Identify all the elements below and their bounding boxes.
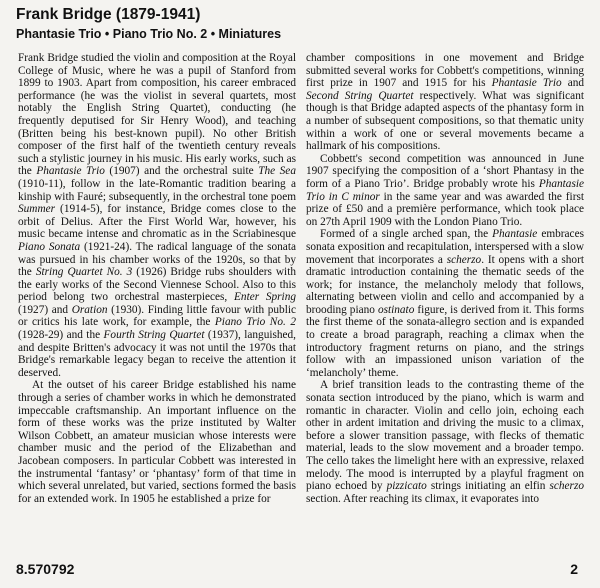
right-text-column [306,52,584,582]
text-run: (1914-5), for instance, Bridge comes close to the orbit of Delius. After the First World War, however, his music became intense and chromatic as in the Scriabinesque [18,203,296,241]
italic-title: pizzicato [386,480,427,493]
composer-heading: Frank Bridge (1879-1941) [16,6,201,23]
left-text-column [18,52,296,548]
italic-title: Second String Quartet [306,89,414,102]
text-run: (1926) Bridge rubs shoulders with the early works of the Second Viennese School. Also to this period belong two orchestral masterpieces, [18,266,296,304]
italic-title: Fourth String Quartet [103,329,205,342]
works-subheading: Phantasie Trio • Piano Trio No. 2 • Miniatures [16,27,282,41]
text-run: Cobbett's second competition was announced in June 1907 specifying the composition of a ‘short Phantasy in the form of a Piano Trio’. Bridge probably wrote his [306,152,584,190]
paragraph [18,379,296,505]
text-run: (1930). Finding little favour with public or critics his late work, for example, the [18,303,296,329]
italic-title: Phantasie Trio [36,165,105,178]
text-run: embraces sonata exposition and recapitulation, interspersed with a slow movement that incorporates a [306,228,584,266]
text-run: (1937), languished, and despite Britten's advocacy it was not until the 1970s that Bridge's remarkable legacy began to receive the attention it deserved. [18,329,296,379]
text-run: At the outset of his career Bridge established his name through a series of chamber works in which he demonstrated impeccable craftsmanship. An important influence on the form of these works was the prize instituted by Walter Wilson Cobbett, an amateur musician whose interests were chamber music and the period of the Elizabethan and Jacobean composers. In particular Cobbett was interested in the instrumental ‘fantasy’ or ‘phantasy’ form of that time in which several unrelated, but varied, sections formed the basis for an extended work. In 1905 he established a prize for [18,379,296,505]
text-run: figure, is derived from it. This forms the first theme of the sonata-allegro section and is expanded to create a broad paragraph, reaching a climax when the introductory fragment returns on piano, and the strings follow with an impassioned unison variation of the ‘melancholy’ theme. [306,303,584,379]
italic-title: Phantasie [492,228,538,241]
italic-title: scherzo [549,480,584,493]
italic-title: Oration [71,303,108,316]
paragraph [18,52,296,379]
paragraph [306,379,584,505]
italic-title: scherzo [446,253,482,266]
italic-title: Enter Spring [234,291,296,304]
text-run: section. After reaching its climax, it evaporates into [306,492,540,505]
paragraph [306,153,584,229]
text-run: (1907) and the orchestral suite [104,165,259,178]
text-run: (1910-11), follow in the late-Romantic tradition bearing a kinship with Fauré; subsequently, in the orchestral tone poem [18,177,296,203]
catalog-number: 8.570792 [16,561,75,577]
text-run: Frank Bridge studied the violin and composition at the Royal College of Music, where he was a pupil of Stanford from 1899 to 1903. Apart from composition, his career embraced performance (he was the violist in several quartets, most notably the English String Quartet), conducting (he frequently deputised for Sir Henry Wood), and teaching (Britten being his best-known pupil). No other British composer of the first half of the twentieth century reveals such a stylistic journey in his music. His early works, such as the [18,52,296,178]
text-run: . It opens with a short dramatic introduction containing the thematic seeds of the work; for instance, the melancholy melody that follows, alternating between violin and cello and accompanied by a brooding piano [306,253,584,316]
italic-title: Piano Sonata [18,240,81,253]
text-run: Formed of a single arched span, the [320,228,493,241]
paragraph [306,228,584,379]
italic-title: ostinato [377,303,415,316]
text-run: in the same year and was awarded the first prize of £50 and a première performance, which took place on 27th April 1909 with the London Piano Trio. [306,190,584,228]
italic-title: The Sea [258,165,296,178]
italic-title: Phantasie Trio in C minor [306,177,584,203]
paragraph [306,52,584,153]
text-run: and [561,77,584,90]
text-run: (1927) and [18,303,72,316]
text-run: (1921-24). The radical language of the sonata was pursued in his chamber works of the 1920s, so that by the [18,240,296,279]
text-run: A brief transition leads to the contrasting theme of the sonata section introduced by the piano, which is warm and romantic in character. Violin and cello join, echoing each other in ardent imitation and driving the music to a climax, before a slower transition passage, with flecks of thematic material, leads to the slow movement and a broader tempo. The cello takes the limelight here with an expressive, relaxed melody. The mood is interrupted by a playful fragment on piano echoed by [306,379,584,493]
page-number: 2 [570,561,578,577]
text-run: strings initiating an elfin [426,480,550,493]
text-run: (1928-29) and the [18,329,104,342]
text-run: chamber compositions in one movement and Bridge submitted several works for Cobbett's competitions, winning first prize in 1907 and 1915 for his [306,52,584,90]
italic-title: Phantasie Trio [491,77,562,90]
italic-title: Piano Trio No. 2 [214,316,296,329]
text-run: respectively. What was significant though is that Bridge adapted aspects of the phantasy form in a number of subsequent compositions, so that thematic unity within a work of one or several movements became a hallmark of his compositions. [306,89,584,153]
italic-title: String Quartet No. 3 [35,266,133,279]
italic-title: Summer [18,203,56,216]
header [16,5,586,43]
